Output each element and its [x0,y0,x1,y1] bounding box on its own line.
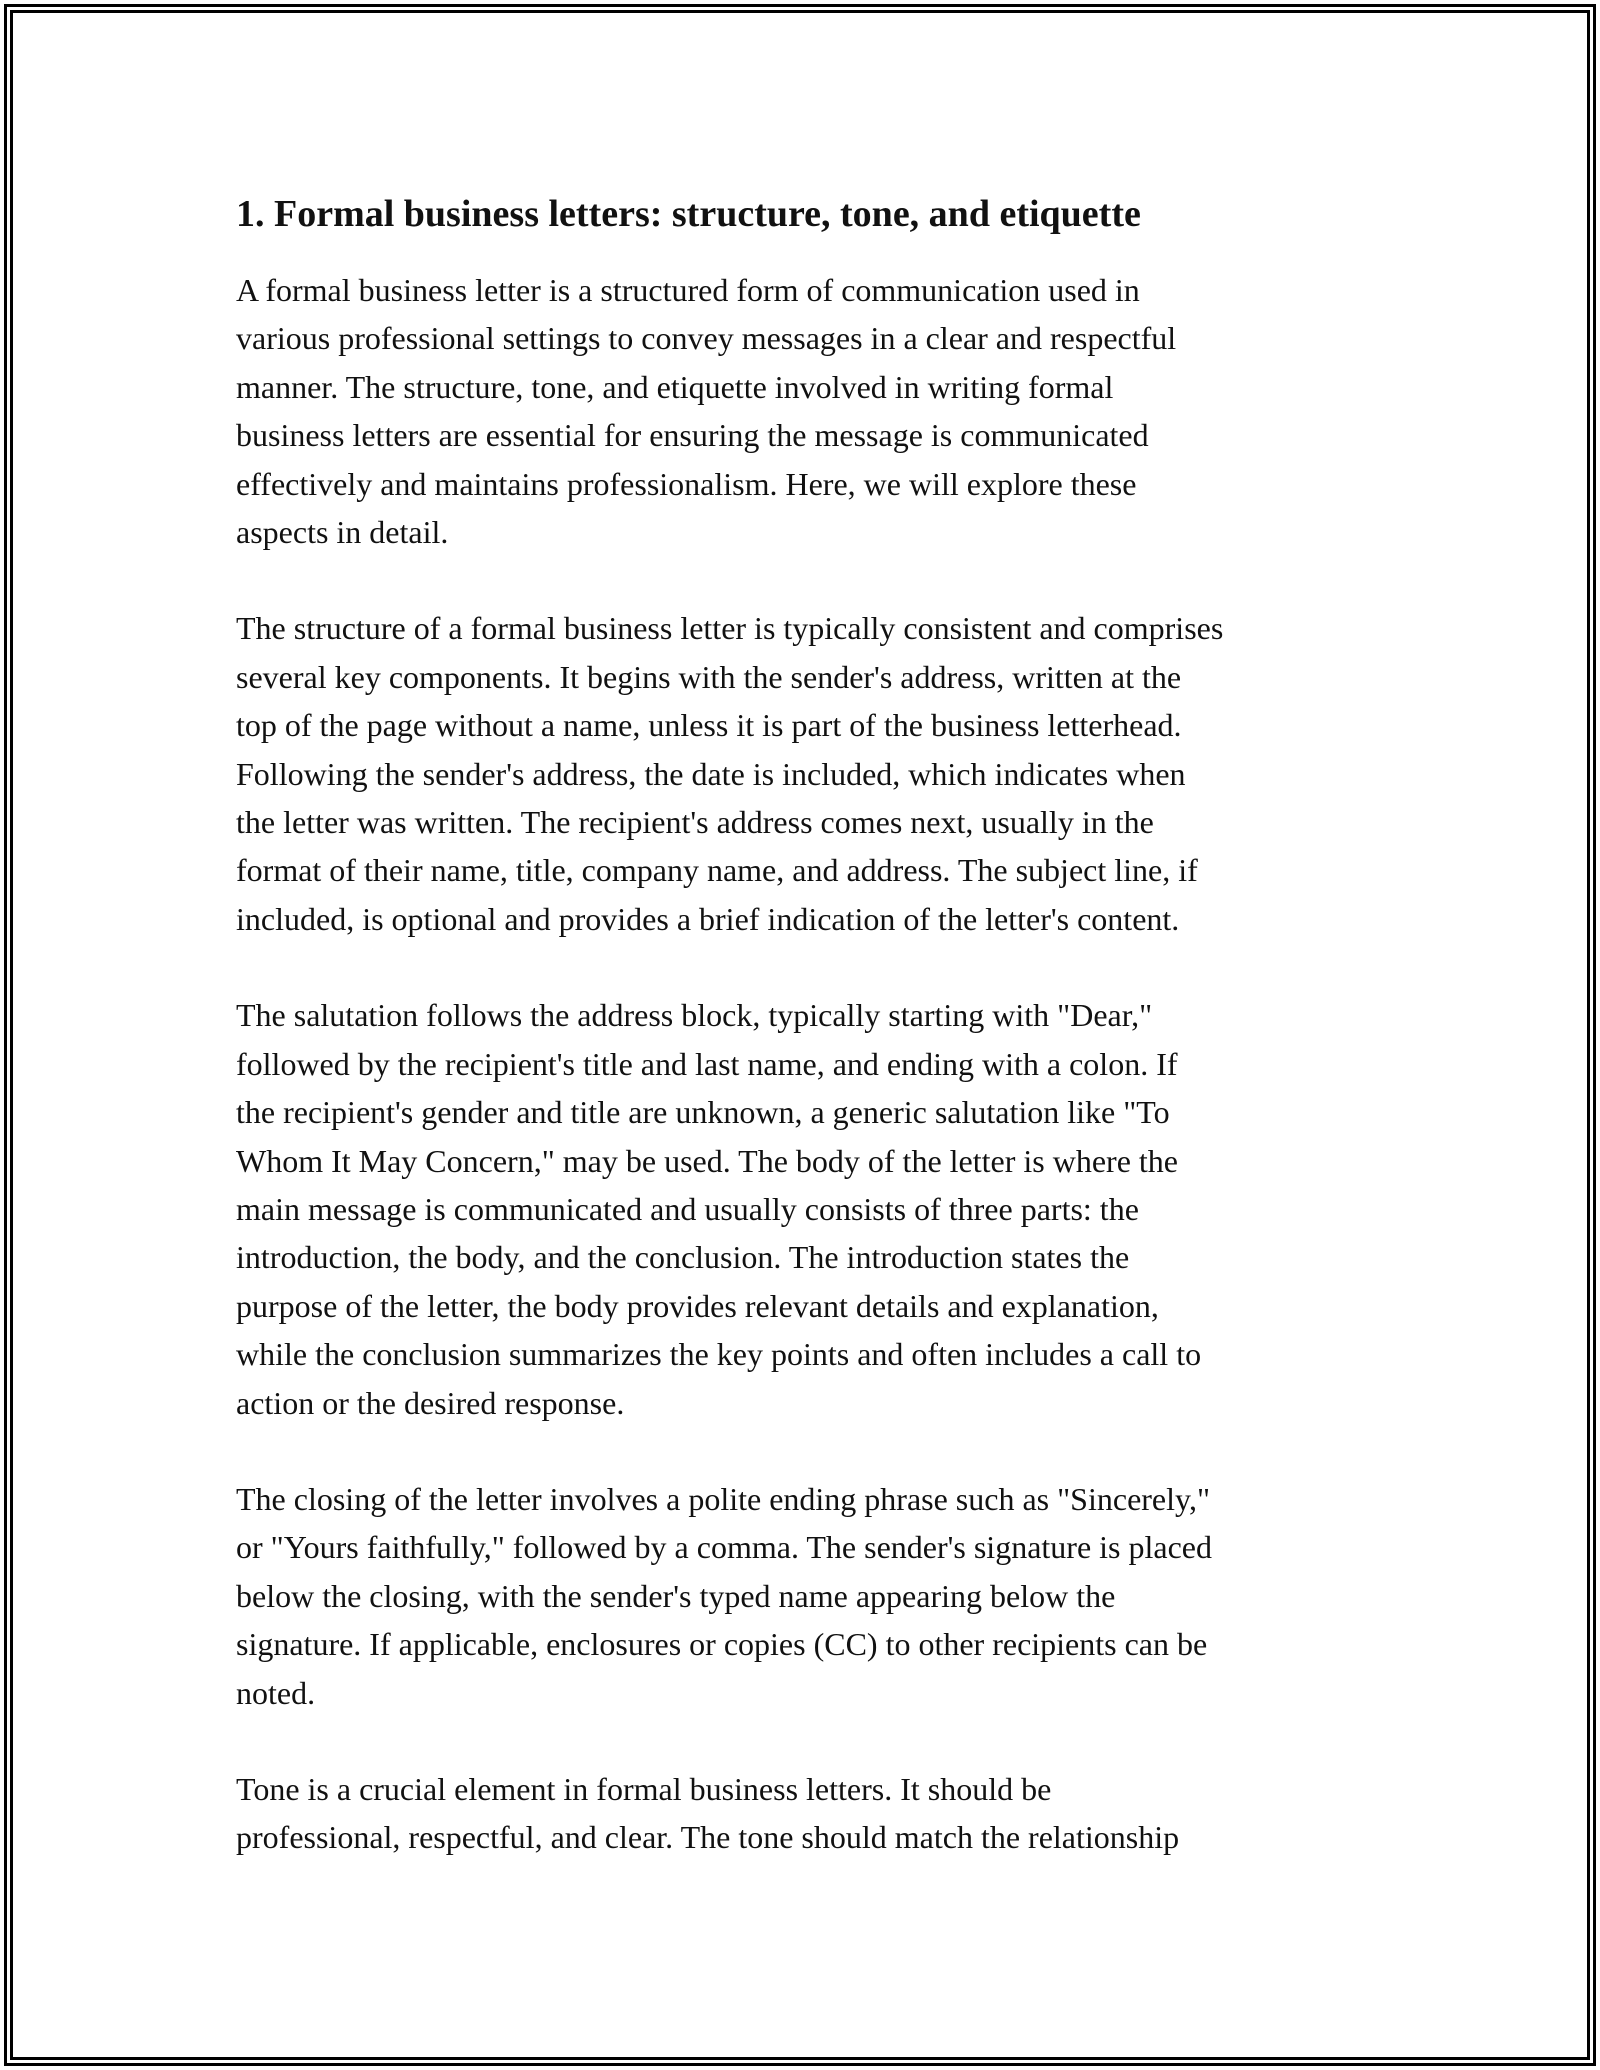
text-line: The salutation follows the address block, typically starting with "Dear," [236,997,1153,1034]
text-line: Following the sender's address, the date is included, which indicates when [236,755,1186,792]
paragraph-structure [236,604,1386,943]
text-line: A formal business letter is a structured form of communication used in [236,272,1140,308]
paragraph-closing [236,1475,1386,1717]
text-line: noted. [236,1674,316,1711]
document-body [236,186,1386,1910]
text-line: several key components. It begins with the sender's address, written at the [236,658,1182,695]
paragraph-tone [236,1765,1386,1862]
text-line: aspects in detail. [236,514,449,551]
section-heading: 1. Formal business letters: structure, tone, and etiquette [236,193,1141,235]
paragraph-intro [236,266,1386,556]
text-line: action or the desired response. [236,1384,625,1421]
text-line: manner. The structure, tone, and etiquette involved in writing formal [236,368,1114,405]
text-line: purpose of the letter, the body provides relevant details and explanation, [236,1287,1159,1324]
text-line: while the conclusion summarizes the key points and often includes a call to [236,1336,1202,1373]
text-line: Tone is a crucial element in formal business letters. It should be [236,1770,1052,1807]
text-line: various professional settings to convey messages in a clear and respectful [236,320,1177,357]
text-line: followed by the recipient's title and last name, and ending with a colon. If [236,1045,1178,1082]
text-line: signature. If applicable, enclosures or copies (CC) to other recipients can be [236,1626,1208,1663]
text-line: Whom It May Concern," may be used. The body of the letter is where the [236,1142,1178,1179]
text-line: effectively and maintains professionalism. Here, we will explore these [236,465,1137,502]
text-line: included, is optional and provides a brief indication of the letter's content. [236,900,1180,937]
text-line: professional, respectful, and clear. The tone should match the relationship [236,1819,1180,1856]
text-line: below the closing, with the sender's typed name appearing below the [236,1577,1116,1614]
text-line: business letters are essential for ensuring the message is communicated [236,417,1149,454]
text-line: main message is communicated and usually consists of three parts: the [236,1190,1139,1227]
text-line: or "Yours faithfully," followed by a comma. The sender's signature is placed [236,1529,1212,1566]
paragraph-salutation [236,991,1386,1427]
text-line: introduction, the body, and the conclusion. The introduction states the [236,1239,1130,1276]
text-line: top of the page without a name, unless it is part of the business letterhead. [236,707,1182,744]
text-line: The closing of the letter involves a polite ending phrase such as "Sincerely," [236,1480,1210,1517]
text-line: the letter was written. The recipient's address comes next, usually in the [236,804,1154,841]
text-line: The structure of a formal business letter is typically consistent and comprises [236,610,1224,647]
text-line: the recipient's gender and title are unknown, a generic salutation like "To [236,1094,1170,1131]
text-line: format of their name, title, company name, and address. The subject line, if [236,852,1198,889]
